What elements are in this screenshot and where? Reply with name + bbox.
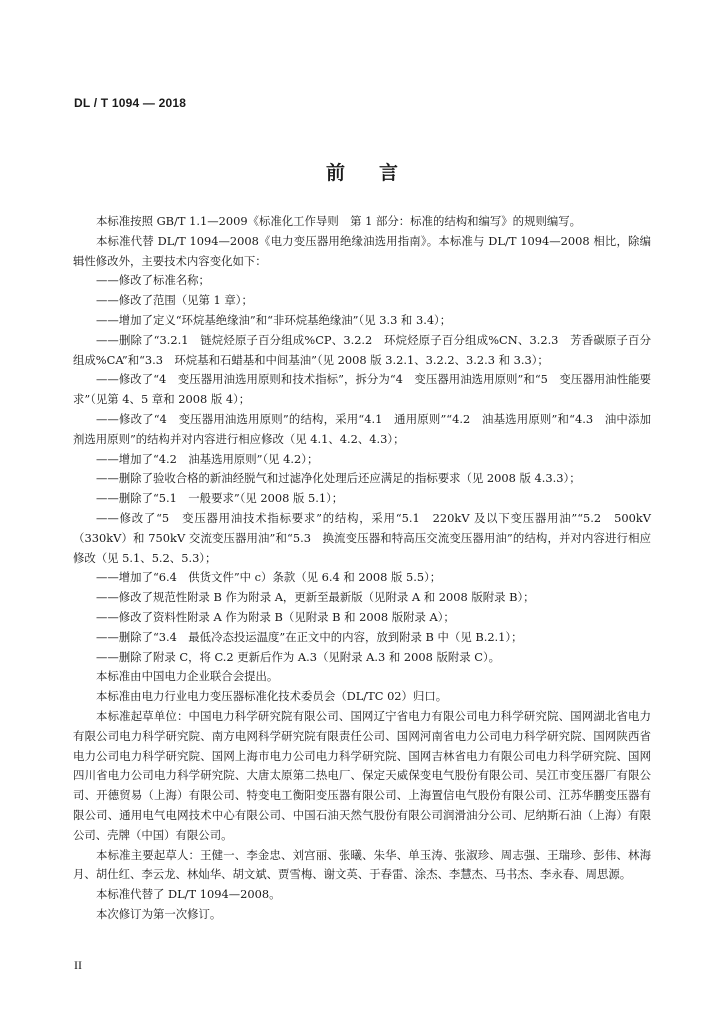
paragraph: 本标准由中国电力企业联合会提出。: [96, 669, 279, 684]
change-list-item: ——删除了“3.4 最低冷态投运温度”在正文中的内容，放到附录 B 中（见 B.2.1）；: [96, 629, 523, 644]
foreword-body: [73, 212, 651, 925]
paragraph: 本标准按照 GB/T 1.1—2009《标准化工作导则 第 1 部分：标准的结构和编写》的规则编写。: [96, 214, 582, 228]
page-number: II: [74, 958, 82, 972]
change-list-item: ——修改了规范性附录 B 作为附录 A，更新至最新版（见附录 A 和 2008 版附录 B）；: [96, 590, 535, 605]
paragraph: 本标准代替了 DL/T 1094—2008。: [96, 887, 281, 902]
change-list-item: ——修改了“5 变压器用油技术指标要求”的结构，采用“5.1 220kV 及以下变压器用油”“5.2 500kV（330kV）和 750kV 交流变压器用油”和“5.3 换流变压器和特高压交流变压器用油”的结构，并对内容进行相应修改（见 5.1、5.2、5.3）；: [73, 510, 651, 565]
change-list-item: ——修改了“4 变压器用油选用原则”的结构，采用“4.1 通用原则”“4.2 油基选用原则”和“4.3 油中添加剂选用原则”的结构并对内容进行相应修改（见 4.1、4.2、4.3）；: [73, 411, 651, 446]
page-title: 前言: [325, 162, 432, 184]
change-list-item: ——修改了“4 变压器用油选用原则和技术指标”，拆分为“4 变压器用油选用原则”和“5 变压器用油性能要求”（见第 4、5 章和 2008 版 4）；: [73, 372, 651, 407]
paragraph: 本标准代替 DL/T 1094—2008《电力变压器用绝缘油选用指南》。本标准与 DL/T 1094—2008 相比，除编辑性修改外，主要技术内容变化如下：: [73, 233, 651, 268]
change-list-item: ——增加了定义“环烷基绝缘油”和“非环烷基绝缘油”（见 3.3 和 3.4）；: [96, 312, 452, 327]
paragraph: 本次修订为第一次修订。: [96, 906, 222, 921]
standard-number-header: DL / T 1094 — 2018: [74, 96, 187, 110]
paragraph: 本标准由电力行业电力变压器标准化技术委员会（DL/TC 02）归口。: [96, 689, 448, 704]
drafting-units-paragraph: 本标准起草单位：中国电力科学研究院有限公司、国网辽宁省电力有限公司电力科学研究院、国网湖北省电力有限公司电力科学研究院、南方电网科学研究院有限责任公司、国网河南省电力公司电力科学研究院、国网陕西省电力公司电力科学研究院、国网上海市电力公司电力科学研究院、国网吉林省电力有限公司电力科学研究院、国网四川省电力公司电力科学研究院、大唐太原第二热电厂、保定天威保变电气股份有限公司、吴江市变压器厂有限公司、开德贸易（上海）有限公司、特变电工衡阳变压器有限公司、上海置信电气股份有限公司、江苏华鹏变压器有限公司、通用电气电网技术中心有限公司、中国石油天然气股份有限公司润滑油分公司、尼纳斯石油（上海）有限公司、壳牌（中国）有限公司。: [73, 708, 651, 842]
change-list-item: ——删除了附录 C，将 C.2 更新后作为 A.3（见附录 A.3 和 2008 版附录 C）。: [96, 649, 501, 664]
change-list-item: ——修改了标准名称；: [96, 273, 210, 288]
change-list-item: ——修改了范围（见第 1 章）；: [96, 293, 253, 308]
change-list-item: ——增加了“6.4 供货文件”中 c）条款（见 6.4 和 2008 版 5.5）；: [96, 570, 442, 585]
change-list-item: ——删除了“5.1 一般要求”（见 2008 版 5.1）；: [96, 491, 344, 506]
change-list-item: ——修改了资料性附录 A 作为附录 B（见附录 B 和 2008 版附录 A）；: [96, 609, 455, 624]
change-list-item: ——增加了“4.2 油基选用原则”（见 4.2）；: [96, 451, 319, 466]
drafters-paragraph: 本标准主要起草人：王健一、李金忠、刘宫丽、张曦、朱华、单玉涛、张淑珍、周志强、王瑞珍、彭伟、林海月、胡仕红、李云龙、林灿华、胡文斌、贾雪梅、谢文英、于春雷、涂杰、李慧杰、马书杰、李永春、周思源。: [73, 847, 651, 882]
change-list-item: ——删除了验收合格的新油经脱气和过滤净化处理后还应满足的指标要求（见 2008 版 4.3.3）；: [96, 471, 581, 486]
change-list-item: ——删除了“3.2.1 链烷烃原子百分组成%CP、3.2.2 环烷烃原子百分组成%CN、3.2.3 芳香碳原子百分组成%CA”和“3.3 环烷基和石蜡基和中间基油”（见 2008 版 3.2.1、3.2.2、3.2.3 和 3.3）；: [73, 332, 651, 367]
